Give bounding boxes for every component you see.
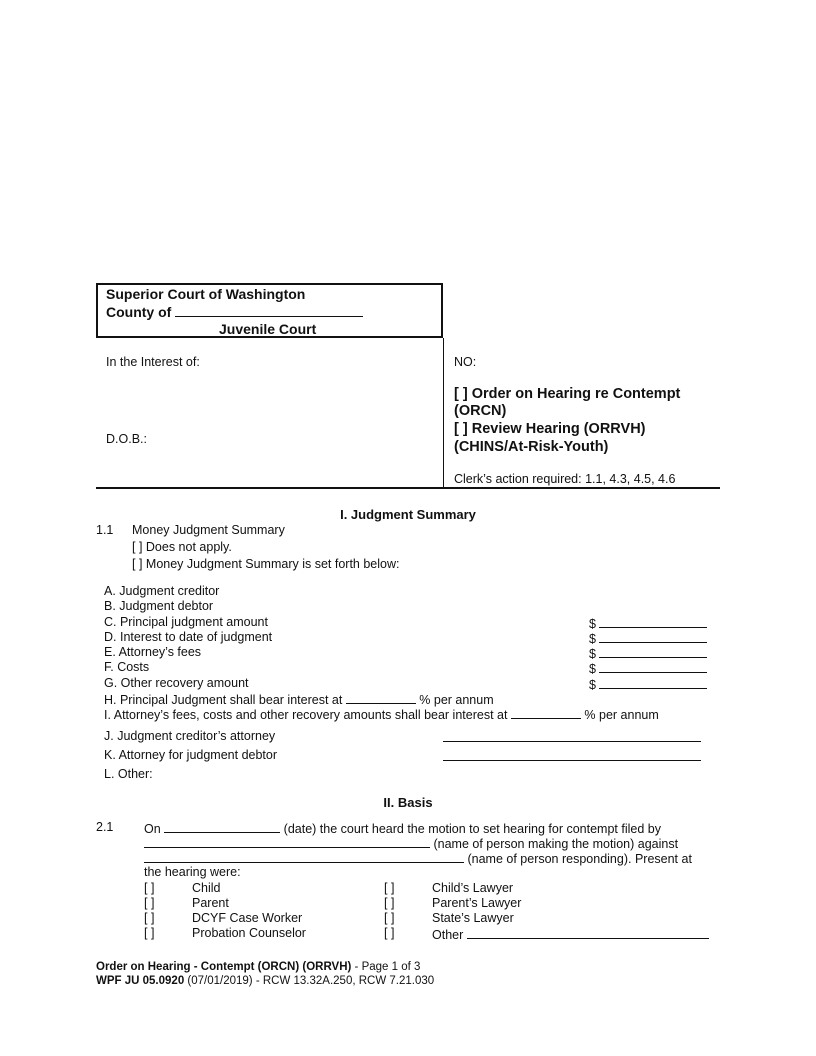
option-orcn-line1: Order on Hearing re Contempt — [471, 386, 681, 402]
clerk-action-sections: 1.1, 4.3, 4.5, 4.6 — [585, 472, 676, 486]
present-caseworker-checkbox[interactable]: [ ] — [144, 911, 155, 925]
present-state-lawyer-checkbox[interactable]: [ ] — [384, 911, 395, 925]
item-i-suffix: % per annum — [584, 708, 659, 722]
amount-d-blank[interactable] — [599, 630, 707, 643]
section1-title: Money Judgment Summary — [132, 523, 285, 537]
does-not-apply-checkbox[interactable]: [ ] — [132, 540, 143, 554]
present-parent-lawyer-checkbox[interactable]: [ ] — [384, 896, 395, 910]
item-i-label: I. Attorney’s fees, costs and other recovery amounts shall bear interest at — [104, 708, 508, 722]
amount-e-blank[interactable] — [599, 645, 707, 658]
section2-line2 — [144, 835, 678, 851]
section1-num: 1.1 — [96, 523, 114, 537]
set-forth-label: Money Judgment Summary is set forth below: — [145, 557, 400, 571]
present-caseworker-label: DCYF Case Worker — [192, 911, 303, 925]
present-other — [432, 926, 709, 942]
present-parent-lawyer-label: Parent’s Lawyer — [432, 896, 522, 910]
set-forth-checkbox[interactable]: [ ] — [132, 557, 143, 571]
item-h-label: H. Principal Judgment shall bear interest at — [104, 693, 343, 707]
amount-g — [589, 676, 707, 692]
caption-bottom-rule — [96, 487, 720, 489]
dollar-sign: $ — [589, 632, 596, 646]
section2-num: 2.1 — [96, 820, 114, 834]
set-forth-option[interactable] — [132, 557, 399, 571]
item-b: B. Judgment debtor — [104, 599, 214, 613]
amount-f-blank[interactable] — [599, 660, 707, 673]
caption-divider — [443, 338, 444, 488]
section2-heading: II. Basis — [383, 795, 433, 810]
option-orrvh-line1: Review Hearing (ORRVH) — [471, 421, 646, 437]
responding-party-blank[interactable] — [144, 850, 464, 863]
footer-form-rest: (07/01/2019) - RCW 13.32A.250, RCW 7.21.030 — [187, 975, 435, 987]
county-blank[interactable] — [175, 303, 363, 317]
amount-g-blank[interactable] — [599, 676, 707, 689]
item-h-rate-blank[interactable] — [346, 691, 416, 704]
section2-line1 — [144, 820, 661, 836]
item-j-field — [443, 729, 701, 745]
option-orcn-code: (ORCN) — [454, 403, 507, 419]
county-label: County of — [106, 304, 172, 320]
present-state-lawyer-label: State’s Lawyer — [432, 911, 514, 925]
clerk-action — [454, 472, 675, 486]
present-child-lawyer-checkbox[interactable]: [ ] — [384, 881, 395, 895]
item-k-field — [443, 748, 701, 764]
clerk-action-label: Clerk’s action required: — [454, 472, 582, 486]
present-label: the hearing were: — [144, 865, 241, 879]
does-not-apply-label: Does not apply. — [145, 540, 232, 554]
dollar-sign: $ — [589, 647, 596, 661]
item-d: D. Interest to date of judgment — [104, 630, 273, 644]
option-orcn[interactable] — [454, 386, 680, 402]
present-parent-label: Parent — [192, 896, 229, 910]
present-probation-checkbox[interactable]: [ ] — [144, 926, 155, 940]
date-text: (date) the court heard the motion to set hearing for contempt filed by — [283, 822, 661, 836]
amount-c — [589, 615, 707, 631]
item-i — [104, 706, 659, 722]
item-j-blank[interactable] — [443, 729, 701, 742]
dob-label: D.O.B.: — [106, 432, 147, 446]
dollar-sign: $ — [589, 617, 596, 631]
item-j: J. Judgment creditor’s attorney — [104, 729, 276, 743]
item-l: L. Other: — [104, 767, 153, 781]
section2-line3 — [144, 850, 692, 866]
footer-title: Order on Hearing - Contempt (ORCN) (ORRVH) — [96, 961, 352, 973]
footer-form-id: WPF JU 05.0920 — [96, 975, 185, 987]
case-no-label: NO: — [454, 355, 477, 369]
item-e: E. Attorney’s fees — [104, 645, 202, 659]
present-child-lawyer-label: Child’s Lawyer — [432, 881, 514, 895]
dollar-sign: $ — [589, 662, 596, 676]
item-k-blank[interactable] — [443, 748, 701, 761]
item-c: C. Principal judgment amount — [104, 615, 268, 629]
option-orrvh-code: (CHINS/At-Risk-Youth) — [454, 439, 609, 455]
hearing-date-blank[interactable] — [164, 820, 280, 833]
footer-page: - Page 1 of 3 — [354, 961, 421, 973]
item-a: A. Judgment creditor — [104, 584, 220, 598]
amount-c-blank[interactable] — [599, 615, 707, 628]
amount-f — [589, 660, 707, 676]
interest-label: In the Interest of: — [106, 355, 200, 369]
present-child-checkbox[interactable]: [ ] — [144, 881, 155, 895]
present-parent-checkbox[interactable]: [ ] — [144, 896, 155, 910]
item-h-suffix: % per annum — [419, 693, 494, 707]
footer-title-line — [96, 961, 420, 973]
item-f: F. Costs — [104, 660, 150, 674]
county-line — [106, 303, 363, 320]
option-orrvh[interactable] — [454, 421, 646, 437]
amount-e — [589, 645, 707, 661]
item-k: K. Attorney for judgment debtor — [104, 748, 278, 762]
does-not-apply-option[interactable] — [132, 540, 232, 554]
court-name: Superior Court of Washington — [106, 286, 306, 302]
option-orrvh-checkbox[interactable]: [ ] — [454, 421, 468, 437]
present-other-checkbox[interactable]: [ ] — [384, 926, 395, 940]
present-other-label: Other — [432, 928, 464, 942]
option-orcn-checkbox[interactable]: [ ] — [454, 386, 468, 402]
present-other-blank[interactable] — [467, 926, 709, 939]
moving-text: (name of person making the motion) against — [433, 837, 679, 851]
item-g: G. Other recovery amount — [104, 676, 249, 690]
responding-text: (name of person responding). Present at — [467, 852, 692, 866]
item-h — [104, 691, 494, 707]
present-probation-label: Probation Counselor — [192, 926, 306, 940]
moving-party-blank[interactable] — [144, 835, 430, 848]
court-division: Juvenile Court — [219, 321, 317, 337]
footer-form-line — [96, 975, 434, 987]
item-i-rate-blank[interactable] — [511, 706, 581, 719]
section1-heading: I. Judgment Summary — [340, 507, 476, 522]
on-label: On — [144, 822, 161, 836]
dollar-sign: $ — [589, 678, 596, 692]
present-child-label: Child — [192, 881, 221, 895]
amount-d — [589, 630, 707, 646]
